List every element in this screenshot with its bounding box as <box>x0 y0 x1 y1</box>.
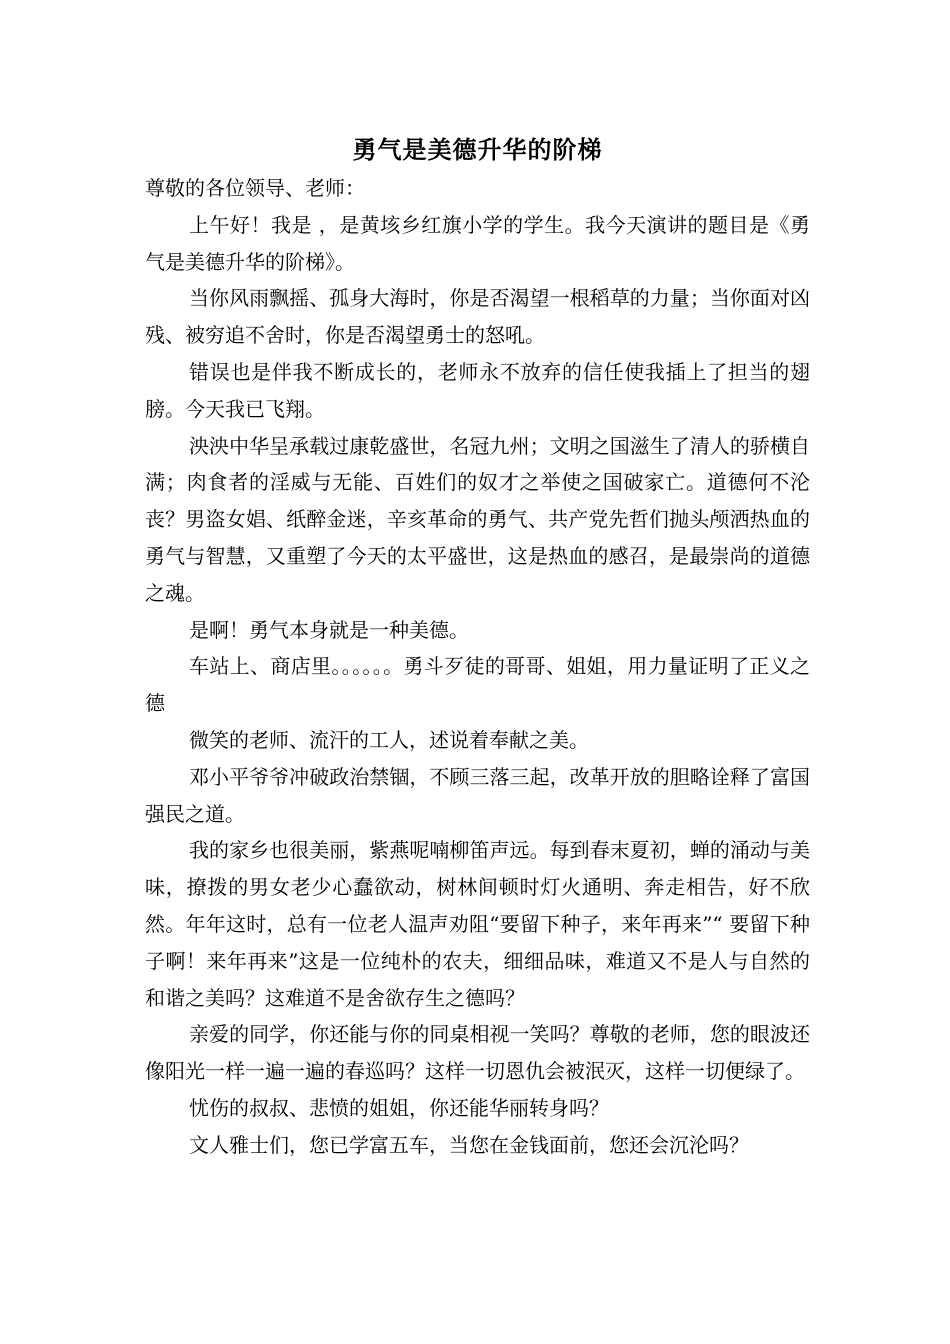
document-title: 勇气是美德升华的阶梯 <box>352 135 603 164</box>
paragraph-1: 上午好！我是 ，是黄垓乡红旗小学的学生。我今天演讲的题目是《勇气是美德升华的阶梯》。 <box>145 212 810 274</box>
document-page <box>145 132 810 1164</box>
paragraph-12: 文人雅士们，您已学富五车，当您在金钱面前，您还会沉沦吗？ <box>189 1132 749 1157</box>
paragraph-8: 邓小平爷爷冲破政治禁锢，不顾三落三起，改革开放的胆略诠释了富国强民之道。 <box>145 764 810 826</box>
paragraph-11: 忧伤的叔叔、悲愤的姐姐，你还能华丽转身吗？ <box>189 1095 609 1120</box>
paragraph-7: 微笑的老师、流汗的工人，述说着奉献之美。 <box>189 727 589 752</box>
paragraph-6: 车站上、商店里。。。。。。勇斗歹徒的哥哥、姐姐，用力量证明了正义之德 <box>145 654 810 716</box>
paragraph-3: 错误也是伴我不断成长的，老师永不放弃的信任使我插上了担当的翅膀。今天我已飞翔。 <box>145 359 810 421</box>
paragraph-5: 是啊！勇气本身就是一种美德。 <box>189 617 469 642</box>
paragraph-9: 我的家乡也很美丽，紫燕呢喃柳笛声远。每到春末夏初，蝉的涌动与美味，撩拨的男女老少心蠢欲动，树林间顿时灯火通明、奔走相告，好不欣然。年年这时，总有一位老人温声劝阻“要留下种子，来年再来”“ 要留下种子啊！来年再来”这是一位纯朴的农夫，细细品味，难道又不是人与自然的和谐之美吗？这难道不是舍欲存生之德吗？ <box>145 838 810 1010</box>
paragraph-10: 亲爱的同学，你还能与你的同桌相视一笑吗？尊敬的老师，您的眼波还像阳光一样一遍一遍的春巡吗？这样一切恩仇会被泯灭，这样一切便绿了。 <box>145 1022 810 1084</box>
paragraph-4: 泱泱中华呈承载过康乾盛世，名冠九州；文明之国滋生了清人的骄横自满；肉食者的淫威与无能、百姓们的奴才之举使之国破家亡。道德何不沦丧？男盗女娼、纸醉金迷，辛亥革命的勇气、共产党先哲们抛头颅洒热血的勇气与智慧，又重塑了今天的太平盛世，这是热血的感召，是最崇尚的道德之魂。 <box>145 433 810 605</box>
paragraph-2: 当你风雨飘摇、孤身大海时，你是否渴望一根稻草的力量；当你面对凶残、被穷追不舍时，你是否渴望勇士的怒吼。 <box>145 286 810 348</box>
salutation: 尊敬的各位领导、老师： <box>145 176 365 200</box>
